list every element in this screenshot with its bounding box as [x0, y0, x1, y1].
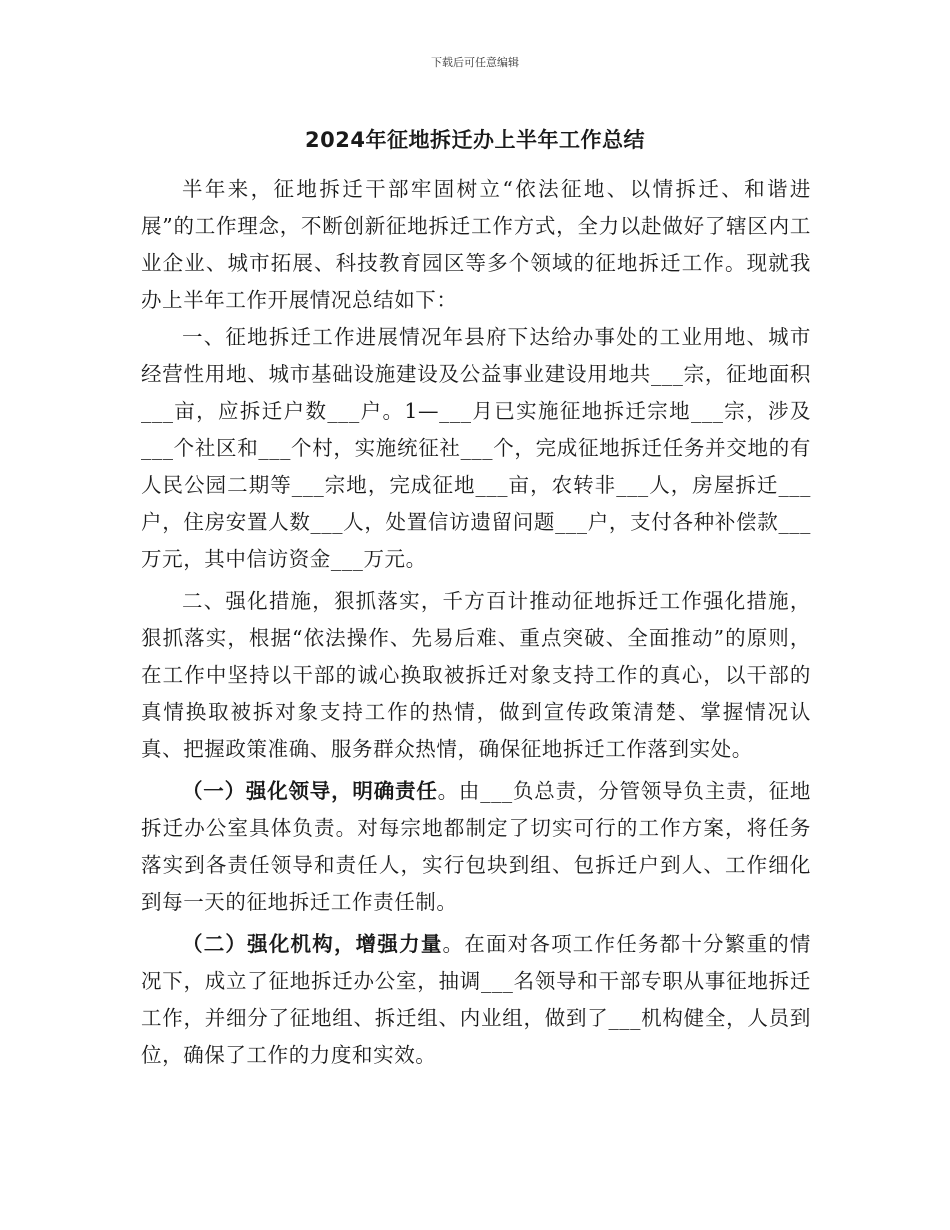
- paragraph-subsection-2: [141, 926, 811, 1074]
- subsection-2-text: 。在面对各项工作任务都十分繁重的情况下，成立了征地拆迁办公室，抽调___名领导和干部专职从事征地拆迁工作，并细分了征地组、拆迁组、内业组，做到了___机构健全，人员到位，确保了工作的力度和实效。: [141, 932, 811, 1067]
- paragraph-section-1: 一、征地拆迁工作进展情况年县府下达给办事处的工业用地、城市经营性用地、城市基础设施建设及公益事业建设用地共___宗，征地面积___亩，应拆迁户数___户。1—___月已实施征地拆迁宗地___宗，涉及___个社区和___个村，实施统征社___个，完成征地拆迁任务并交地的有人民公园二期等___宗地，完成征地___亩，农转非___人，房屋拆迁___户，住房安置人数___人，处置信访遗留问题___户，支付各种补偿款___万元，其中信访资金___万元。: [141, 325, 811, 571]
- paragraph-subsection-1: [141, 773, 811, 921]
- subsection-2-heading: （二）强化机构，增强力量: [182, 932, 443, 956]
- subsection-1-text: 。由___负总责，分管领导负主责，征地拆迁办公室具体负责。对每宗地都制定了切实可行的工作方案，将任务落实到各责任领导和责任人，实行包块到组、包拆迁户到人、工作细化到每一天的征地拆迁工作责任制。: [141, 779, 811, 914]
- document-title: 2024年征地拆迁办上半年工作总结: [305, 128, 645, 152]
- document-body: [141, 171, 811, 1074]
- header-note: 下载后可任意编辑: [431, 56, 519, 69]
- paragraph-section-2: 二、强化措施，狠抓落实，千方百计推动征地拆迁工作强化措施，狠抓落实，根据“依法操作、先易后难、重点突破、全面推动”的原则，在工作中坚持以干部的诚心换取被拆迁对象支持工作的真心，以干部的真情换取被拆对象支持工作的热情，做到宣传政策清楚、掌握情况认真、把握政策准确、服务群众热情，确保征地拆迁工作落到实处。: [141, 589, 811, 761]
- subsection-1-heading: （一）强化领导，明确责任: [182, 779, 438, 803]
- paragraph-intro: 半年来，征地拆迁干部牢固树立“依法征地、以情拆迁、和谐进展”的工作理念，不断创新征地拆迁工作方式，全力以赴做好了辖区内工业企业、城市拓展、科技教育园区等多个领域的征地拆迁工作。现就我办上半年工作开展情况总结如下：: [141, 177, 811, 312]
